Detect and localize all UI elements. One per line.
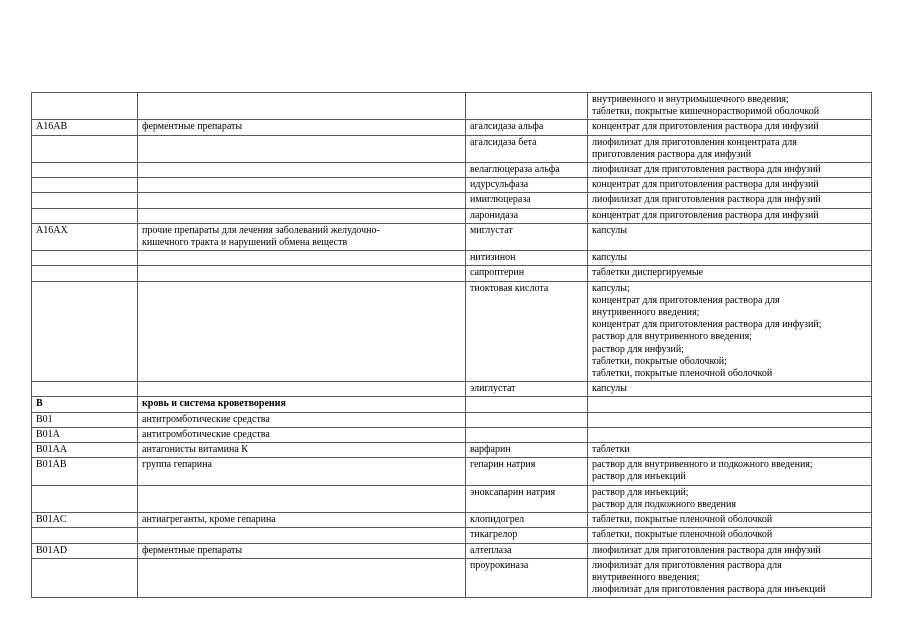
atc-code-cell: B01AB — [32, 458, 138, 485]
dosage-form-cell: лиофилизат для приготовления раствора для инфузий — [588, 543, 872, 558]
table-row — [32, 458, 872, 485]
drug-name-cell: агалсидаза альфа — [466, 120, 588, 135]
dosage-form-cell — [588, 427, 872, 442]
dosage-form-cell: внутривенного и внутримышечного введения; таблетки, покрытые кишечнорастворимой оболочкой — [588, 93, 872, 120]
dosage-form-cell: капсулы — [588, 251, 872, 266]
table-row — [32, 485, 872, 512]
atc-code-cell: B — [32, 397, 138, 412]
table-row — [32, 120, 872, 135]
table-row — [32, 251, 872, 266]
drug-name-cell — [466, 397, 588, 412]
group-name-cell — [138, 208, 466, 223]
group-name-cell — [138, 93, 466, 120]
group-name-cell: антитромботические средства — [138, 412, 466, 427]
table-row — [32, 193, 872, 208]
dosage-form-cell: раствор для инъекций; раствор для подкожного введения — [588, 485, 872, 512]
drug-list-table — [31, 92, 872, 598]
table-row — [32, 513, 872, 528]
atc-code-cell — [32, 93, 138, 120]
group-name-cell: антитромботические средства — [138, 427, 466, 442]
atc-code-cell — [32, 135, 138, 162]
table-row — [32, 93, 872, 120]
atc-code-cell: A16AB — [32, 120, 138, 135]
drug-name-cell: нитизинон — [466, 251, 588, 266]
dosage-form-cell: таблетки — [588, 443, 872, 458]
drug-name-cell: тикагрелор — [466, 528, 588, 543]
dosage-form-cell: капсулы — [588, 223, 872, 250]
atc-code-cell — [32, 281, 138, 382]
dosage-form-cell: раствор для внутривенного и подкожного введения; раствор для инъекций — [588, 458, 872, 485]
table-row — [32, 427, 872, 442]
atc-code-cell — [32, 528, 138, 543]
drug-name-cell: миглустат — [466, 223, 588, 250]
table-row — [32, 543, 872, 558]
dosage-form-cell: таблетки, покрытые пленочной оболочкой — [588, 528, 872, 543]
group-name-cell — [138, 266, 466, 281]
group-name-cell — [138, 558, 466, 598]
dosage-form-cell: лиофилизат для приготовления раствора для инфузий — [588, 163, 872, 178]
atc-code-cell — [32, 163, 138, 178]
drug-name-cell: гепарин натрия — [466, 458, 588, 485]
drug-name-cell: имиглюцераза — [466, 193, 588, 208]
table-row — [32, 412, 872, 427]
atc-code-cell: B01AC — [32, 513, 138, 528]
dosage-form-cell: таблетки, покрытые пленочной оболочкой — [588, 513, 872, 528]
group-name-cell — [138, 528, 466, 543]
atc-code-cell: A16AX — [32, 223, 138, 250]
group-name-cell — [138, 251, 466, 266]
atc-code-cell: B01AD — [32, 543, 138, 558]
atc-code-cell — [32, 382, 138, 397]
atc-code-cell: B01 — [32, 412, 138, 427]
drug-name-cell — [466, 412, 588, 427]
table-row — [32, 528, 872, 543]
group-name-cell — [138, 281, 466, 382]
atc-code-cell — [32, 558, 138, 598]
drug-name-cell: тиоктовая кислота — [466, 281, 588, 382]
atc-code-cell — [32, 178, 138, 193]
dosage-form-cell: капсулы — [588, 382, 872, 397]
table-body — [32, 93, 872, 598]
atc-code-cell — [32, 193, 138, 208]
drug-name-cell: элиглустат — [466, 382, 588, 397]
drug-name-cell — [466, 93, 588, 120]
group-name-cell: антиагреганты, кроме гепарина — [138, 513, 466, 528]
dosage-form-cell: концентрат для приготовления раствора для инфузий — [588, 120, 872, 135]
group-name-cell — [138, 193, 466, 208]
dosage-form-cell: лиофилизат для приготовления раствора для инфузий — [588, 193, 872, 208]
group-name-cell: кровь и система кроветворения — [138, 397, 466, 412]
dosage-form-cell — [588, 412, 872, 427]
dosage-form-cell: лиофилизат для приготовления концентрата для приготовления раствора для инфузий — [588, 135, 872, 162]
drug-name-cell: велаглюцераза альфа — [466, 163, 588, 178]
table-row — [32, 178, 872, 193]
table-row — [32, 443, 872, 458]
table-row — [32, 397, 872, 412]
drug-name-cell: варфарин — [466, 443, 588, 458]
atc-code-cell — [32, 251, 138, 266]
dosage-form-cell: таблетки диспергируемые — [588, 266, 872, 281]
atc-code-cell — [32, 208, 138, 223]
drug-name-cell: эноксапарин натрия — [466, 485, 588, 512]
table-row — [32, 281, 872, 382]
table-row — [32, 558, 872, 598]
drug-name-cell: агалсидаза бета — [466, 135, 588, 162]
group-name-cell: ферментные препараты — [138, 543, 466, 558]
group-name-cell: антагонисты витамина К — [138, 443, 466, 458]
dosage-form-cell: капсулы; концентрат для приготовления раствора для внутривенного введения; концентрат для приготовления раствора для инфузий; раствор для внутривенного введения; раствор для инфузий; таблетки, покрытые оболочкой; таблетки, покрытые пленочной оболочкой — [588, 281, 872, 382]
drug-name-cell: алтеплаза — [466, 543, 588, 558]
group-name-cell — [138, 163, 466, 178]
atc-code-cell — [32, 485, 138, 512]
dosage-form-cell: концентрат для приготовления раствора для инфузий — [588, 178, 872, 193]
table-row — [32, 135, 872, 162]
dosage-form-cell: лиофилизат для приготовления раствора для внутривенного введения; лиофилизат для приготовления раствора для инъекций — [588, 558, 872, 598]
drug-name-cell: ларонидаза — [466, 208, 588, 223]
drug-name-cell: идурсульфаза — [466, 178, 588, 193]
atc-code-cell — [32, 266, 138, 281]
atc-code-cell: B01A — [32, 427, 138, 442]
drug-name-cell: проурокиназа — [466, 558, 588, 598]
dosage-form-cell: концентрат для приготовления раствора для инфузий — [588, 208, 872, 223]
table-row — [32, 223, 872, 250]
drug-name-cell: сапроптерин — [466, 266, 588, 281]
table-row — [32, 382, 872, 397]
group-name-cell: группа гепарина — [138, 458, 466, 485]
group-name-cell — [138, 178, 466, 193]
group-name-cell — [138, 135, 466, 162]
table-row — [32, 266, 872, 281]
group-name-cell — [138, 382, 466, 397]
dosage-form-cell — [588, 397, 872, 412]
table-row — [32, 208, 872, 223]
group-name-cell: ферментные препараты — [138, 120, 466, 135]
group-name-cell: прочие препараты для лечения заболеваний желудочно- кишечного тракта и нарушений обмена веществ — [138, 223, 466, 250]
atc-code-cell: B01AA — [32, 443, 138, 458]
table-row — [32, 163, 872, 178]
group-name-cell — [138, 485, 466, 512]
drug-name-cell — [466, 427, 588, 442]
drug-name-cell: клопидогрел — [466, 513, 588, 528]
